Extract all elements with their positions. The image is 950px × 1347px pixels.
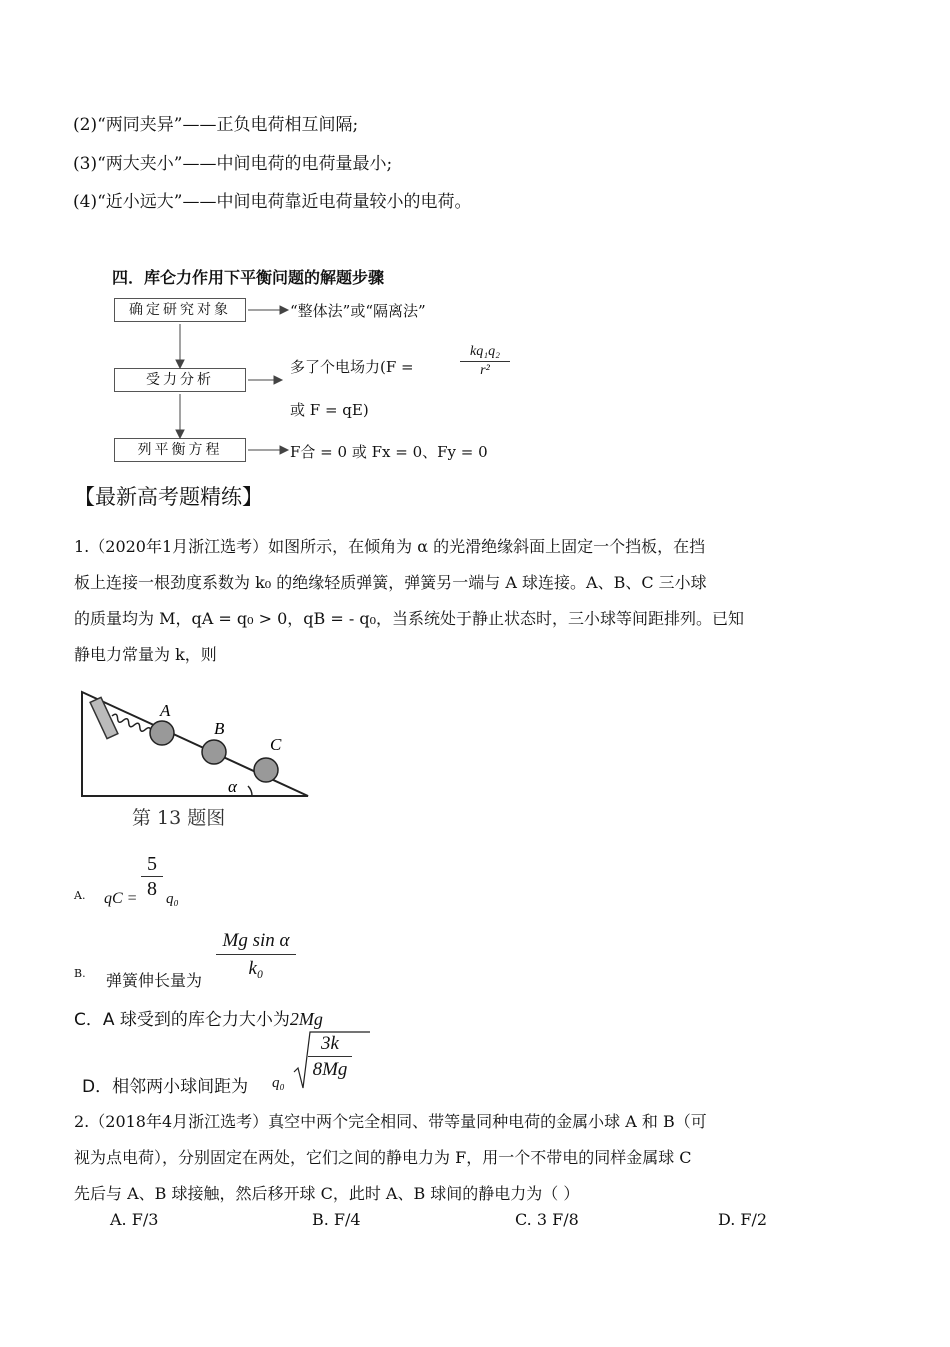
- q1-option-c-text: C．A 球受到的库仑力大小为: [74, 1010, 290, 1030]
- q2-option-c: C. 3 F/8: [515, 1210, 579, 1229]
- ball-c: [254, 758, 278, 782]
- q1-option-a-fraction: [141, 852, 163, 901]
- ball-b: [202, 740, 226, 764]
- practice-heading: 【最新高考题精练】: [74, 485, 263, 509]
- coulomb-denominator: r²: [480, 363, 490, 378]
- label-c: C: [270, 735, 282, 754]
- flow-box-force: 受力分析: [114, 368, 246, 392]
- q1-option-c: [74, 1005, 323, 1030]
- q2-line-1: 2.（2018年4月浙江选考）真空中两个完全相同、带等量同种电荷的金属小球 A 和 B（可: [74, 1112, 707, 1131]
- flow-arrows: [0, 0, 950, 480]
- q1-option-a-numerator: 5: [141, 852, 163, 877]
- section-title: 四．库仑力作用下平衡问题的解题步骤: [112, 268, 385, 287]
- flow-box-equation: 列平衡方程: [114, 438, 246, 462]
- figure-caption: 第 13 题图: [132, 807, 226, 829]
- q1-option-b-text: 弹簧伸长量为: [106, 971, 203, 990]
- q1-option-a-denominator: 8: [147, 878, 157, 900]
- flow-note-equilibrium: F合 = 0 或 Fx = 0、Fy = 0: [290, 443, 488, 461]
- label-alpha: α: [228, 777, 237, 796]
- q1-line-3: 的质量均为 M，qA = q₀ > 0，qB = - q₀，当系统处于静止状态时，三小球等间距排列。已知: [74, 609, 744, 628]
- q1-option-a-rhs: q₀: [166, 891, 179, 907]
- barrier: [90, 697, 118, 738]
- q2-line-3: 先后与 A、B 球接触，然后移开球 C，此时 A、B 球间的静电力为（ ）: [74, 1184, 580, 1203]
- ball-a: [150, 721, 174, 745]
- q1-option-b-label: B.: [74, 967, 86, 980]
- rule-2: (2)“两同夹异”——正负电荷相互间隔;: [73, 115, 359, 135]
- q1-option-d-q: q₀: [272, 1075, 285, 1091]
- flow-note-method: “整体法”或“隔离法”: [290, 302, 426, 320]
- label-a: A: [160, 701, 171, 720]
- question-1-stem: [74, 529, 814, 673]
- q1-line-1: 1.（2020年1月浙江选考）如图所示，在倾角为 α 的光滑绝缘斜面上固定一个挡板，在挡: [74, 537, 706, 556]
- q1-option-c-math: 2Mg: [289, 1009, 323, 1029]
- q1-line-2: 板上连接一根劲度系数为 k₀ 的绝缘轻质弹簧，弹簧另一端与 A 球连接。A、B、C 三小球: [74, 573, 707, 592]
- q1-option-a-label: A.: [74, 889, 86, 902]
- flow-box-object: 确定研究对象: [114, 298, 246, 322]
- q1-option-b-numerator: Mg sin α: [216, 928, 296, 955]
- coulomb-fraction: [460, 343, 510, 380]
- q2-option-b: B. F/4: [312, 1210, 361, 1229]
- rule-3: (3)“两大夹小”——中间电荷的电荷量最小;: [73, 154, 393, 174]
- incline-figure: [76, 686, 316, 831]
- q1-option-a-lhs: qC =: [104, 890, 138, 907]
- q1-option-d-denominator: 8Mg: [312, 1059, 348, 1080]
- q2-line-2: 视为点电荷），分别固定在两处，它们之间的静电力为 F，用一个不带电的同样金属球 C: [74, 1148, 692, 1167]
- q1-option-d-numerator: 3k: [308, 1032, 352, 1057]
- question-2-stem: [74, 1104, 814, 1212]
- q1-option-b-denominator: k₀: [248, 958, 264, 979]
- flow-note-electric-force: 多了个电场力(F =: [290, 358, 414, 376]
- rule-4: (4)“近小远大”——中间电荷靠近电荷量较小的电荷。: [73, 192, 472, 212]
- q2-option-a: A. F/3: [110, 1210, 159, 1229]
- q2-option-d: D. F/2: [718, 1210, 768, 1229]
- coulomb-numerator: kq₁q₂: [460, 343, 510, 362]
- q1-line-4: 静电力常量为 k，则: [74, 645, 217, 664]
- label-b: B: [214, 719, 225, 738]
- q1-option-d-text: D．相邻两小球间距为: [82, 1077, 249, 1097]
- q1-option-d-fraction: [308, 1032, 352, 1083]
- q1-option-b-fraction: [216, 928, 296, 983]
- flow-note-qe: 或 F = qE): [290, 401, 369, 419]
